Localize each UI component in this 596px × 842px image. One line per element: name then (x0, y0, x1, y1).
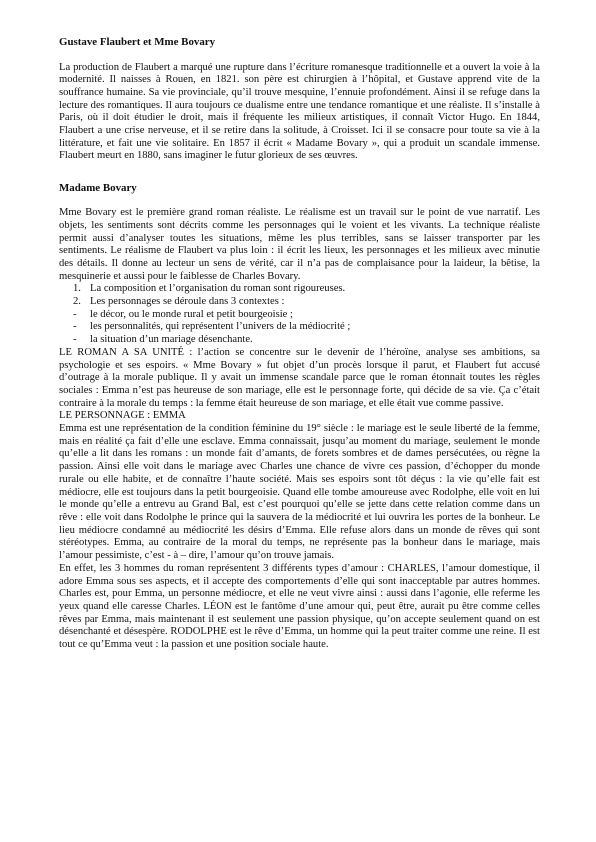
list-item-text: Les personnages se déroule dans 3 contextes : (90, 296, 285, 308)
list-marker: - (73, 321, 77, 333)
list-marker: 1. (73, 283, 81, 295)
list-item (59, 334, 540, 347)
hommes-paragraph: En effet, les 3 hommes du roman représentent 3 différents types d’amour : CHARLES, l’amour domestique, il adore Emma sous ses aspects, et il accepte des comportements d’elle qui sont inacceptable par autres hommes. Charles est, pour Emma, un personne médiocre, et elle ne veut vivre ainsi : aussi dans l’agonie, elle referme les yeux quand elle caresse Charles. LÉON est le fantôme d’une amour qui, peut être, aurait pu être comme celles rêves par Emma, mais maintenant il est seulement une passion physique, qu’on accepte seulement quand on est désenchanté et désespère. RODOLPHE est le rêve d’Emma, un homme qui la peut traiter comme une reine. Il est tout ce qu’Emma veut : la passion et une position sociale haute. (59, 562, 540, 651)
list-item-text: la situation d’un mariage désenchante. (90, 334, 253, 346)
dashed-list (59, 309, 540, 347)
list-marker: 2. (73, 296, 81, 308)
list-item-text: La composition et l’organisation du roman sont rigoureuses. (90, 283, 346, 295)
list-item (59, 296, 540, 309)
intro-paragraph: La production de Flaubert a marqué une rupture dans l’écriture romanesque traditionnelle et a ouvert la voie à la modernité. Il naisses à Rouen, en 1821. son père est chirurgien à l’hôpital, et Gustave apprend vite de la souffrance humaine. Sa vie provinciale, qu’il trouve mesquine, l’ennuie profondément. Ainsi il se refuge dans la lecture des romantiques. Il aura toujours ce dualisme entre une tendance romantique et une réaliste. Il s’installe à Paris, où il doit étudier le droit, mais il fréquente les milieux artistiques, il connaît Victor Hugo. En 1844, Flaubert a une crise nerveuse, et il se retire dans la solitude, à Croisset. Ici il se consacre pour toute sa vie à la littérature, et fait une vie solitaire. En 1857 il écrit « Madame Bovary », qui a produit un scandale immense. Flaubert meurt en 1880, sans imaginer le futur glorieux de ses œuvres. (59, 61, 540, 162)
spacer (59, 49, 540, 62)
list-item (59, 321, 540, 334)
spacer (59, 163, 540, 176)
list-item (59, 283, 540, 296)
emma-paragraph: Emma est une représentation de la condition féminine du 19° siècle : le mariage est le seule liberté de la femme, mais en réalité ça fait d’elle une esclave. Emma connaissait, jusqu’au moment du mariage, seulement le monde qu’elle a lit dans les romans : un monde fait d’amants, de forets sombres et de dames persécutées, ou règne la passion. Ainsi elle voit dans le mariage avec Charles une chance de vivre ces passion, d’échopper du monde rurale ou elle habite, et de connaître l’haute société. Mais ses espoirs sont tôt déçus : la vie qu’elle fait est médiocre, elle est toujours dans la petit bourgeoisie. Quand elle tombe amoureuse avec Rodolphe, elle voit en lui le monde qu’elle a entrevu au Grand Bal, est c’est pourquoi qu’elle se jette dans cette relation comme dans un rêve : elle voit dans Rodolphe le prince qui la sauvera de la médiocrité et lui ouvrira les portes de la bonheur. Le lieu médiocre condamné au médiocrité les désirs d’Emma. Elle refuse alors dans un monde de rêves qui sont stéréotypes. Emma, au contraire de la moral du temps, ne représente pas la bonheur dans le mariage, mais l’amour pessimiste, c’est - à – dire, l’amour qu’on trouve jamais. (59, 423, 540, 562)
list-marker: - (73, 308, 77, 320)
spacer (59, 195, 540, 208)
document-page (59, 36, 540, 652)
section-title-madame-bovary: Madame Bovary (59, 181, 137, 194)
numbered-list (59, 283, 540, 308)
unite-paragraph: LE ROMAN A SA UNITÉ : l’action se concentre sur le devenir de l’héroïne, analyse ses ambitions, sa psychologie et ses espoirs. « Mme Bovary » fut objet d’un procès lorsque il parut, et Flaubert fut accusé d’outrage à la morale publique. Il y avait un immense scandale parce que le roman étonnait toutes les règles sociales : Emma n’est pas heureuse de son mariage, elle est le personnage forte, qui décide de sa vie. Ça c’était contraire à la morale du temps : la femme était heureuse de son mariage, et elle était vue comme passive. (59, 346, 540, 409)
list-item-text: les personnalités, qui représentent l’univers de la médiocrité ; (90, 321, 351, 333)
list-item (59, 309, 540, 322)
document-title: Gustave Flaubert et Mme Bovary (59, 36, 216, 48)
list-marker: - (73, 334, 77, 346)
list-item-text: le décor, ou le monde rural et petit bourgeoisie ; (90, 308, 293, 320)
realism-paragraph: Mme Bovary est le première grand roman réaliste. Le réalisme est un travail sur le point de vue narratif. Les objets, les sentiments sont décrits comme les personnages qui le voient et les vivants. La technique réaliste permit aussi d’analyser toutes les situations, même les plus terribles, sans se laisser transporter par les sentiments. Le réalisme de Flaubert va plus loin : il écrit les lieux, les personnages et les milieux avec minutie des détails. Il donne au lecteur un sens de vérité, car il n’a pas de complaisance pour la laideur, la bêtise, la mesquinerie et aussi pour le faiblesse de Charles Bovary. (59, 207, 540, 282)
personnage-heading: LE PERSONNAGE : EMMA (59, 410, 186, 422)
